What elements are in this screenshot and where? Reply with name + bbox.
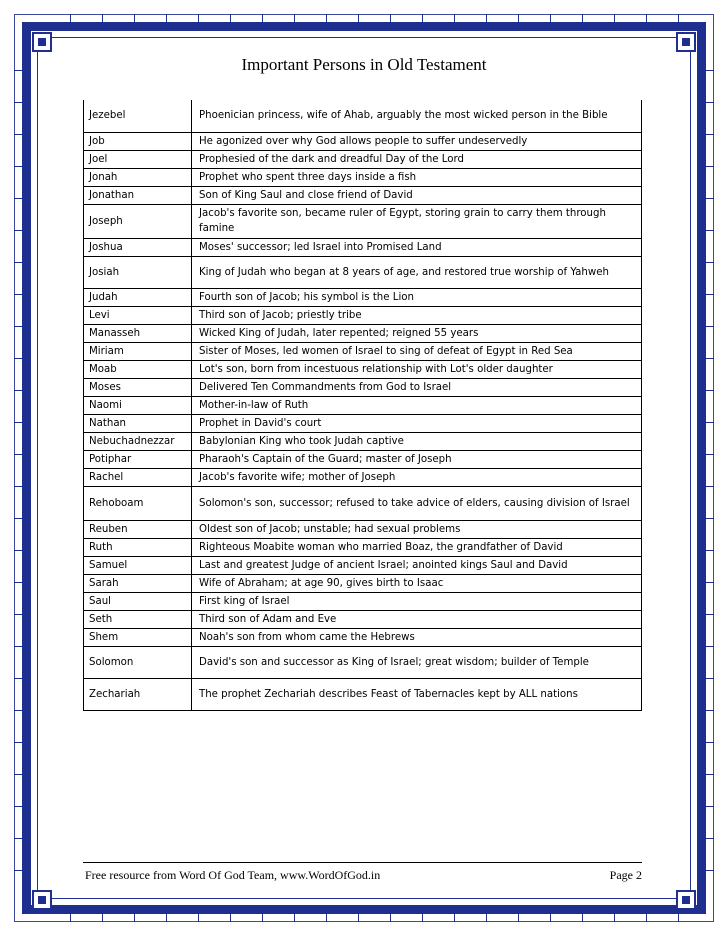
border-tick — [706, 486, 714, 487]
border-tick — [614, 14, 615, 22]
person-name: Shem — [84, 628, 192, 646]
border-tick — [14, 582, 22, 583]
table-row — [84, 396, 642, 414]
border-tick — [14, 198, 22, 199]
table-row — [84, 306, 642, 324]
person-description: Solomon's son, successor; refused to take advice of elders, causing division of Israel — [192, 486, 642, 520]
border-tick — [706, 774, 714, 775]
border-tick — [518, 914, 519, 922]
person-description: King of Judah who began at 8 years of age, and restored true worship of Yahweh — [192, 256, 642, 288]
person-name: Jonah — [84, 168, 192, 186]
person-description: Wife of Abraham; at age 90, gives birth to Isaac — [192, 574, 642, 592]
border-tick — [678, 914, 679, 922]
person-description: Jacob's favorite wife; mother of Joseph — [192, 468, 642, 486]
border-tick — [454, 14, 455, 22]
border-tick — [14, 294, 22, 295]
person-name: Josiah — [84, 256, 192, 288]
table-row — [84, 378, 642, 396]
border-tick — [14, 166, 22, 167]
person-name: Levi — [84, 306, 192, 324]
border-tick — [550, 914, 551, 922]
person-name: Jezebel — [84, 100, 192, 132]
table-row — [84, 100, 642, 132]
border-tick — [134, 14, 135, 22]
person-name: Nebuchadnezzar — [84, 432, 192, 450]
border-tick — [706, 870, 714, 871]
table-row — [84, 432, 642, 450]
border-tick — [706, 614, 714, 615]
border-tick — [14, 518, 22, 519]
corner-ornament-bottom-left — [32, 890, 52, 910]
person-description: Oldest son of Jacob; unstable; had sexual problems — [192, 520, 642, 538]
border-tick — [230, 914, 231, 922]
person-name: Judah — [84, 288, 192, 306]
border-tick — [358, 914, 359, 922]
table-row — [84, 450, 642, 468]
border-tick — [422, 914, 423, 922]
person-description: Babylonian King who took Judah captive — [192, 432, 642, 450]
border-tick — [706, 230, 714, 231]
page-title: Important Persons in Old Testament — [241, 55, 487, 74]
person-name: Samuel — [84, 556, 192, 574]
border-tick — [166, 14, 167, 22]
person-name: Joseph — [84, 204, 192, 238]
person-name: Rachel — [84, 468, 192, 486]
border-tick — [102, 914, 103, 922]
corner-ornament-bottom-right — [676, 890, 696, 910]
person-name: Zechariah — [84, 678, 192, 710]
border-tick — [294, 914, 295, 922]
table-row — [84, 168, 642, 186]
person-description: Pharaoh's Captain of the Guard; master of Joseph — [192, 450, 642, 468]
border-tick — [14, 326, 22, 327]
person-name: Potiphar — [84, 450, 192, 468]
border-tick — [706, 710, 714, 711]
border-tick — [14, 486, 22, 487]
border-tick — [166, 914, 167, 922]
table-row — [84, 538, 642, 556]
person-name: Joshua — [84, 238, 192, 256]
person-description: Fourth son of Jacob; his symbol is the Lion — [192, 288, 642, 306]
footer-rule — [83, 862, 642, 863]
border-tick — [14, 870, 22, 871]
border-tick — [14, 614, 22, 615]
table-row — [84, 256, 642, 288]
border-tick — [14, 422, 22, 423]
border-tick — [14, 838, 22, 839]
border-tick — [486, 914, 487, 922]
table-row — [84, 238, 642, 256]
person-name: Saul — [84, 592, 192, 610]
person-name: Manasseh — [84, 324, 192, 342]
person-name: Solomon — [84, 646, 192, 678]
person-description: Prophet in David's court — [192, 414, 642, 432]
border-tick — [706, 102, 714, 103]
border-tick — [706, 262, 714, 263]
border-tick — [14, 390, 22, 391]
border-tick — [706, 358, 714, 359]
corner-ornament-top-right — [676, 32, 696, 52]
border-tick — [646, 14, 647, 22]
border-tick — [706, 678, 714, 679]
border-tick — [358, 14, 359, 22]
person-name: Rehoboam — [84, 486, 192, 520]
person-name: Ruth — [84, 538, 192, 556]
person-description: David's son and successor as King of Israel; great wisdom; builder of Temple — [192, 646, 642, 678]
border-tick — [706, 166, 714, 167]
border-tick — [706, 518, 714, 519]
border-tick — [582, 914, 583, 922]
person-description: Last and greatest Judge of ancient Israel; anointed kings Saul and David — [192, 556, 642, 574]
border-tick — [550, 14, 551, 22]
border-tick — [706, 838, 714, 839]
person-description: Prophet who spent three days inside a fish — [192, 168, 642, 186]
table-row — [84, 468, 642, 486]
footer-page-number: Page 2 — [609, 868, 642, 882]
border-tick — [294, 14, 295, 22]
table-row — [84, 342, 642, 360]
border-tick — [14, 742, 22, 743]
table-row — [84, 556, 642, 574]
table-row — [84, 592, 642, 610]
border-tick — [14, 678, 22, 679]
person-name: Job — [84, 132, 192, 150]
border-tick — [198, 14, 199, 22]
table-row — [84, 132, 642, 150]
person-name: Joel — [84, 150, 192, 168]
person-name: Nathan — [84, 414, 192, 432]
border-tick — [422, 14, 423, 22]
border-tick — [390, 914, 391, 922]
border-tick — [678, 14, 679, 22]
person-description: Phoenician princess, wife of Ahab, arguably the most wicked person in the Bible — [192, 100, 642, 132]
person-name: Reuben — [84, 520, 192, 538]
person-description: Third son of Adam and Eve — [192, 610, 642, 628]
border-tick — [14, 102, 22, 103]
person-description: He agonized over why God allows people to suffer undeservedly — [192, 132, 642, 150]
border-tick — [14, 806, 22, 807]
border-tick — [14, 230, 22, 231]
border-tick — [582, 14, 583, 22]
person-description: Delivered Ten Commandments from God to Israel — [192, 378, 642, 396]
table-row — [84, 204, 642, 238]
person-name: Naomi — [84, 396, 192, 414]
border-tick — [134, 914, 135, 922]
border-tick — [14, 646, 22, 647]
persons-table — [83, 100, 642, 711]
border-tick — [706, 582, 714, 583]
border-tick — [706, 198, 714, 199]
border-tick — [14, 262, 22, 263]
table-row — [84, 486, 642, 520]
border-tick — [706, 390, 714, 391]
border-tick — [706, 134, 714, 135]
table-row — [84, 610, 642, 628]
person-name: Jonathan — [84, 186, 192, 204]
person-description: Noah's son from whom came the Hebrews — [192, 628, 642, 646]
person-name: Moab — [84, 360, 192, 378]
border-tick — [198, 914, 199, 922]
corner-ornament-top-left — [32, 32, 52, 52]
table-row — [84, 646, 642, 678]
border-tick — [454, 914, 455, 922]
table-row — [84, 574, 642, 592]
footer-source: Free resource from Word Of God Team, www.WordOfGod.in — [85, 868, 381, 882]
person-name: Moses — [84, 378, 192, 396]
table-row — [84, 150, 642, 168]
person-description: Prophesied of the dark and dreadful Day of the Lord — [192, 150, 642, 168]
border-tick — [14, 134, 22, 135]
person-description: Lot's son, born from incestuous relationship with Lot's older daughter — [192, 360, 642, 378]
person-description: Mother-in-law of Ruth — [192, 396, 642, 414]
table-row — [84, 288, 642, 306]
border-tick — [14, 358, 22, 359]
person-name: Miriam — [84, 342, 192, 360]
table-row — [84, 360, 642, 378]
border-tick — [706, 742, 714, 743]
person-description: Righteous Moabite woman who married Boaz, the grandfather of David — [192, 538, 642, 556]
person-description: Moses' successor; led Israel into Promised Land — [192, 238, 642, 256]
border-tick — [326, 14, 327, 22]
border-tick — [102, 14, 103, 22]
table-row — [84, 520, 642, 538]
person-description: Jacob's favorite son, became ruler of Egypt, storing grain to carry them through famine — [192, 204, 642, 238]
border-tick — [706, 294, 714, 295]
person-name: Seth — [84, 610, 192, 628]
table-row — [84, 628, 642, 646]
person-description: Wicked King of Judah, later repented; reigned 55 years — [192, 324, 642, 342]
border-tick — [14, 710, 22, 711]
person-description: The prophet Zechariah describes Feast of Tabernacles kept by ALL nations — [192, 678, 642, 710]
person-description: Sister of Moses, led women of Israel to sing of defeat of Egypt in Red Sea — [192, 342, 642, 360]
border-tick — [646, 914, 647, 922]
border-tick — [518, 14, 519, 22]
table-row — [84, 678, 642, 710]
border-tick — [706, 422, 714, 423]
border-tick — [706, 326, 714, 327]
border-tick — [14, 550, 22, 551]
border-tick — [70, 14, 71, 22]
border-tick — [70, 914, 71, 922]
border-tick — [706, 646, 714, 647]
person-description: First king of Israel — [192, 592, 642, 610]
person-description: Son of King Saul and close friend of David — [192, 186, 642, 204]
border-tick — [262, 914, 263, 922]
border-tick — [706, 550, 714, 551]
border-tick — [326, 914, 327, 922]
person-description: Third son of Jacob; priestly tribe — [192, 306, 642, 324]
table-row — [84, 414, 642, 432]
border-tick — [614, 914, 615, 922]
person-name: Sarah — [84, 574, 192, 592]
border-tick — [706, 454, 714, 455]
border-tick — [14, 774, 22, 775]
border-tick — [262, 14, 263, 22]
border-tick — [486, 14, 487, 22]
border-tick — [706, 806, 714, 807]
border-tick — [14, 454, 22, 455]
table-row — [84, 324, 642, 342]
border-tick — [390, 14, 391, 22]
border-tick — [230, 14, 231, 22]
table-row — [84, 186, 642, 204]
